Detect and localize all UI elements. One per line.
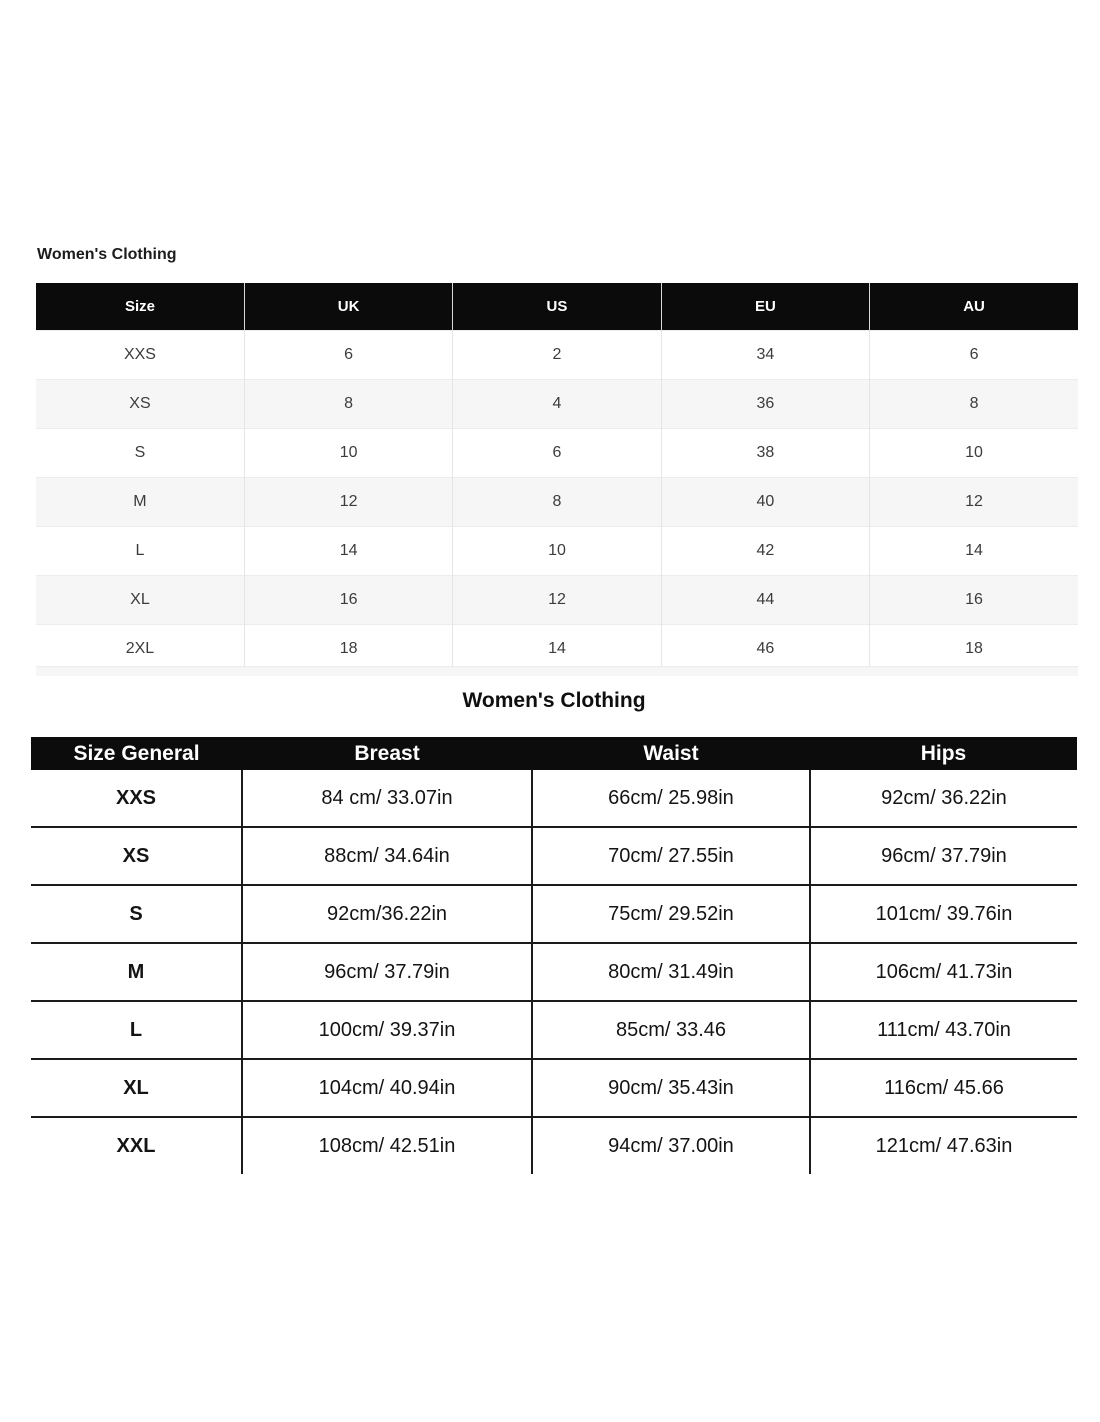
measurement-table (31, 737, 1077, 1174)
column-header-waist: Waist (532, 737, 810, 770)
table-cell: 12 (870, 478, 1078, 527)
column-header-us: US (453, 283, 661, 331)
table-cell: 14 (244, 527, 452, 576)
table-cell: 6 (870, 331, 1078, 380)
table-cell: 96cm/ 37.79in (242, 943, 532, 1001)
table-cell: 40 (661, 478, 869, 527)
table-cell: 46 (661, 625, 869, 674)
table-row (36, 331, 1078, 380)
size-cell: XS (31, 827, 242, 885)
column-header-size-general: Size General (31, 737, 242, 770)
table-cell: 18 (870, 625, 1078, 674)
size-cell: XL (31, 1059, 242, 1117)
uk-size-table-title: Women's Clothing (37, 246, 177, 263)
table-cell: 84 cm/ 33.07in (242, 770, 532, 827)
truncated-row-strip (36, 666, 1078, 676)
table-cell: 106cm/ 41.73in (810, 943, 1077, 1001)
table-cell: 70cm/ 27.55in (532, 827, 810, 885)
table-cell: 92cm/36.22in (242, 885, 532, 943)
table-row (36, 380, 1078, 429)
table-cell: 14 (453, 625, 661, 674)
table-cell: 18 (244, 625, 452, 674)
table-cell: 44 (661, 576, 869, 625)
size-cell: XL (36, 576, 244, 625)
table-row (31, 827, 1077, 885)
table-cell: 121cm/ 47.63in (810, 1117, 1077, 1174)
table-cell: 10 (870, 429, 1078, 478)
size-cell: S (36, 429, 244, 478)
table-cell: 94cm/ 37.00in (532, 1117, 810, 1174)
table-cell: 4 (453, 380, 661, 429)
table-cell: 80cm/ 31.49in (532, 943, 810, 1001)
column-header-size: Size (36, 283, 244, 331)
table-cell: 8 (453, 478, 661, 527)
size-cell: M (36, 478, 244, 527)
table-cell: 111cm/ 43.70in (810, 1001, 1077, 1059)
size-cell: XXS (31, 770, 242, 827)
table-cell: 34 (661, 331, 869, 380)
table-cell: 16 (870, 576, 1078, 625)
table-cell: 36 (661, 380, 869, 429)
table-cell: 88cm/ 34.64in (242, 827, 532, 885)
column-header-eu: EU (661, 283, 869, 331)
table-cell: 8 (244, 380, 452, 429)
table-row (31, 1059, 1077, 1117)
table-cell: 108cm/ 42.51in (242, 1117, 532, 1174)
table-cell: 101cm/ 39.76in (810, 885, 1077, 943)
size-cell: XXS (36, 331, 244, 380)
table-cell: 16 (244, 576, 452, 625)
table-cell: 116cm/ 45.66 (810, 1059, 1077, 1117)
table-cell: 12 (244, 478, 452, 527)
size-cell: XXL (116, 1134, 156, 1157)
column-header-breast: Breast (242, 737, 532, 770)
table-cell: 100cm/ 39.37in (242, 1001, 532, 1059)
uk-size-table (36, 283, 1078, 673)
table-cell: 6 (453, 429, 661, 478)
table-cell: 42 (661, 527, 869, 576)
table-cell: 2 (453, 331, 661, 380)
table-cell: 96cm/ 37.79in (810, 827, 1077, 885)
size-cell: L (31, 1001, 242, 1059)
table-row (36, 527, 1078, 576)
table-row (31, 943, 1077, 1001)
table-cell: 66cm/ 25.98in (532, 770, 810, 827)
table-cell: 85cm/ 33.46 (532, 1001, 810, 1059)
table-cell: 75cm/ 29.52in (532, 885, 810, 943)
table-row (31, 770, 1077, 827)
table-cell: 92cm/ 36.22in (810, 770, 1077, 827)
table-cell: 38 (661, 429, 869, 478)
column-header-au: AU (870, 283, 1078, 331)
table-row (31, 1117, 1077, 1174)
table-cell: 10 (244, 429, 452, 478)
table-cell: 104cm/ 40.94in (242, 1059, 532, 1117)
table-cell: 8 (870, 380, 1078, 429)
table-cell: 10 (453, 527, 661, 576)
table-cell: 6 (244, 331, 452, 380)
table-row (36, 478, 1078, 527)
table-row (36, 576, 1078, 625)
table-cell: 90cm/ 35.43in (532, 1059, 810, 1117)
table-cell: 14 (870, 527, 1078, 576)
size-cell: M (31, 943, 242, 1001)
table-row (31, 1001, 1077, 1059)
measurement-table-title: Women's Clothing (462, 689, 646, 712)
column-header-uk: UK (244, 283, 452, 331)
size-cell: XS (36, 380, 244, 429)
table-header-row (31, 737, 1077, 770)
size-cell: 2XL (36, 625, 244, 674)
column-header-hips: Hips (810, 737, 1077, 770)
table-row (36, 429, 1078, 478)
table-cell: 12 (453, 576, 661, 625)
table-row (31, 885, 1077, 943)
table-header-row (36, 283, 1078, 331)
size-cell: L (36, 527, 244, 576)
size-cell: S (31, 885, 242, 943)
